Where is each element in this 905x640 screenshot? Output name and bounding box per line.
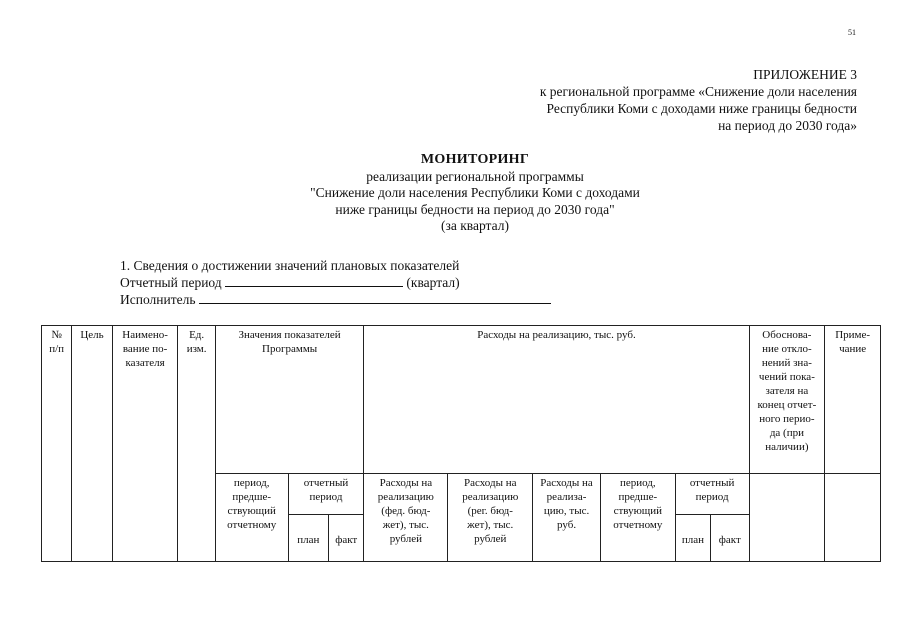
plan-cell-2: план [675,515,710,562]
appendix-line: на период до 2030 года» [718,118,857,133]
appendix-block [437,66,857,134]
document-title: МОНИТОРИНГ [420,152,530,167]
subheader-prev-period-2: период, предше- ствующий отчетному [600,474,675,562]
header-goal: Цель [72,326,112,562]
subheader-report-period-2: отчетный период [675,474,749,515]
subheader-reg-budget: Расходы на реализацию (рег. бюд- жет), тыс. рублей [448,474,533,562]
executor-label: Исполнитель [120,292,196,307]
header-note: Приме- чание [825,326,881,474]
fact-cell: факт [329,515,364,562]
appendix-title: ПРИЛОЖЕНИЕ 3 [753,67,857,82]
period-blank-line [225,274,403,287]
executor-line [120,291,551,308]
header-num: № п/п [42,326,72,562]
title-line: "Снижение доли населения Республики Коми с доходами [310,185,640,200]
subheader-fed-budget: Расходы на реализацию (фед. бюд- жет), тыс. рублей [364,474,448,562]
section-heading: 1. Сведения о достижении значений плановых показателей [120,258,460,273]
header-justification: Обоснова- ние откло- нений зна- чений пока- зателя на конец отчет- ного перио- да (при наличии) [749,326,825,474]
info-block [120,257,551,308]
period-suffix: (квартал) [406,275,460,290]
monitoring-table [41,325,881,562]
plan-cell: план [288,515,328,562]
table-header-row [42,326,881,474]
document-title-block [190,152,760,235]
title-line: реализации региональной программы [366,168,584,184]
subheader-total: Расходы на реализа- цию, тыс. руб. [533,474,601,562]
appendix-line: к региональной программе «Снижение доли населения [539,84,857,99]
executor-blank-line [199,291,551,304]
header-expenses: Расходы на реализацию, тыс. руб. [364,326,749,474]
fact-cell-2: факт [711,515,749,562]
period-label: Отчетный период [120,275,222,290]
header-values: Значения показателей Программы [215,326,364,474]
empty-cell [749,474,825,562]
title-line: ниже границы бедности на период до 2030 года" [335,201,615,217]
header-indicator: Наимено- вание по- казателя [112,326,178,562]
title-line: (за квартал) [441,218,509,233]
empty-cell [825,474,881,562]
header-unit: Ед. изм. [178,326,215,562]
subheader-prev-period: период, предше- ствующий отчетному [215,474,288,562]
appendix-line: Республики Коми с доходами ниже границы бедности [546,101,857,116]
page-number: 51 [848,28,856,37]
period-line [120,274,551,291]
subheader-report-period: отчетный период [288,474,364,515]
